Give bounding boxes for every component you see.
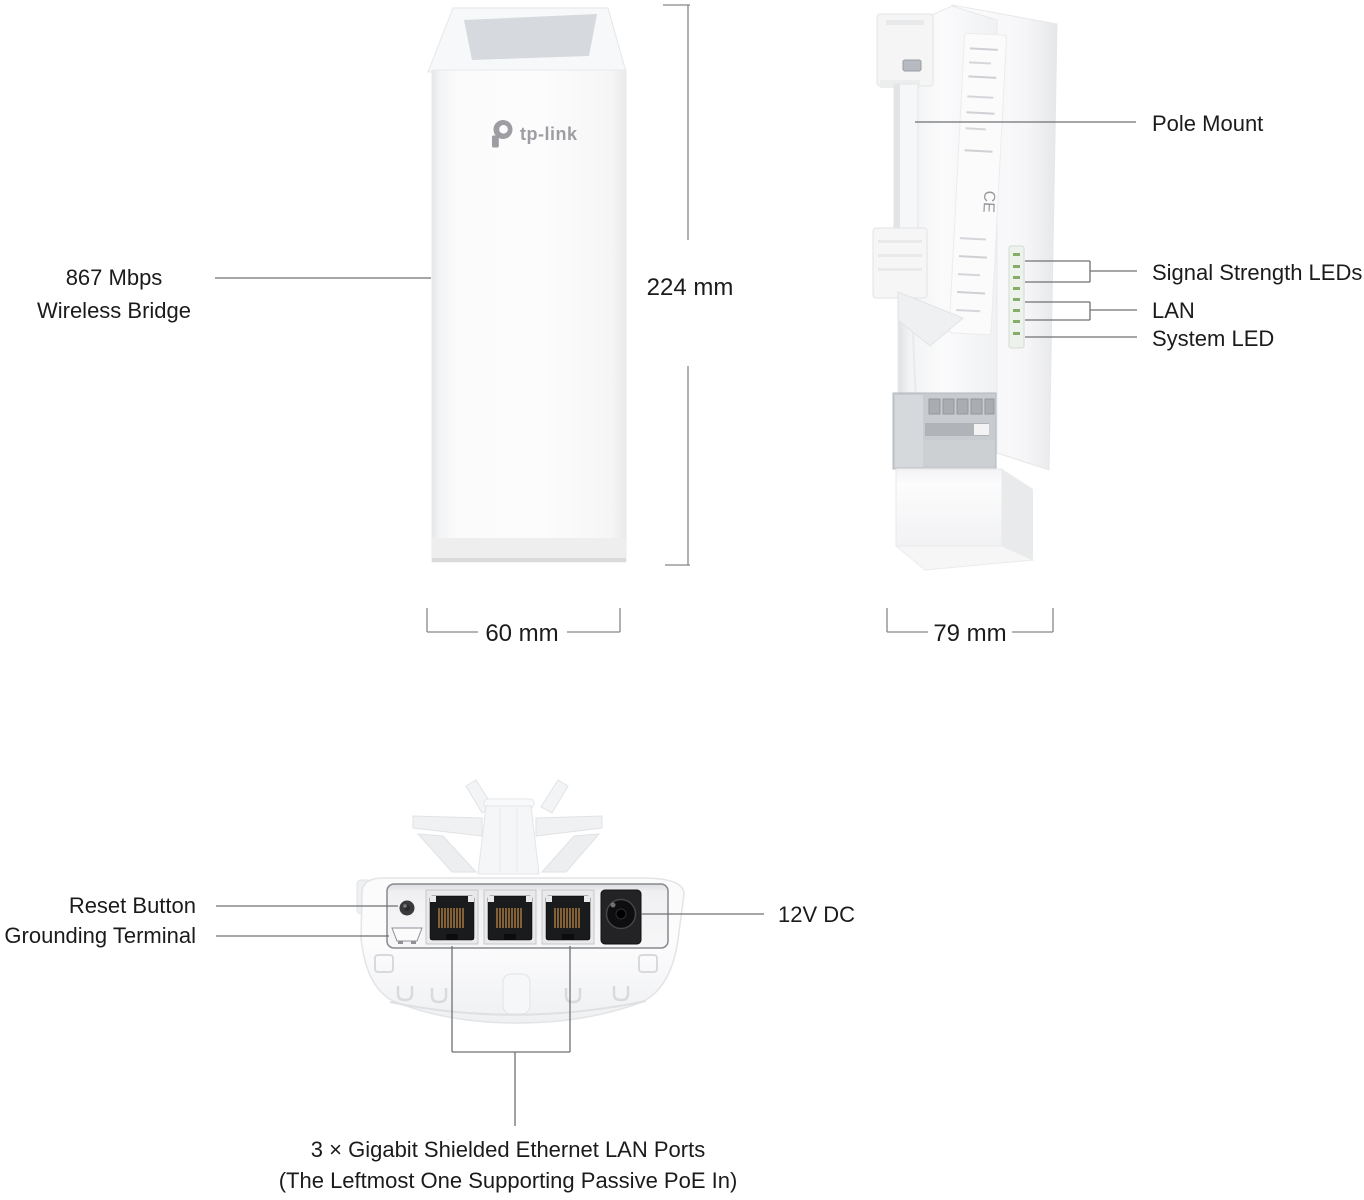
dc-power-jack (601, 890, 641, 944)
lan-ports-caption (248, 1134, 768, 1196)
front-view-device (428, 8, 626, 562)
signal-strength-leds-label: Signal Strength LEDs (1152, 260, 1363, 285)
reset-button (400, 901, 415, 916)
front-feature-label (26, 261, 202, 327)
front-top-cap (428, 8, 626, 72)
lan-label: LAN (1152, 298, 1195, 323)
ce-mark: CE (979, 190, 998, 214)
system-led-label: System LED (1152, 326, 1275, 351)
front-width-dimension-label: 60 mm (485, 620, 559, 647)
front-feature-line2: Wireless Bridge (36, 298, 192, 323)
bottom-view-device (357, 780, 684, 1023)
tp-link-logo-icon (489, 119, 514, 149)
lan-ports-caption-line2: (The Leftmost One Supporting Passive PoE In) (278, 1168, 738, 1193)
side-width-dimension-label: 79 mm (933, 620, 1007, 647)
side-view-device (873, 5, 1057, 570)
grounding-terminal-label: Grounding Terminal (4, 923, 196, 948)
tp-link-logo-text: tp-link (520, 123, 578, 144)
reset-button-label: Reset Button (68, 893, 196, 918)
side-bottom-cap (896, 469, 1033, 570)
ethernet-port-2 (484, 890, 536, 944)
lan-ports-caption-line1: 3 × Gigabit Shielded Ethernet LAN Ports (310, 1137, 706, 1162)
pole-mount-label: Pole Mount (1152, 111, 1264, 136)
tp-link-logo (489, 119, 578, 149)
side-port-compartment (893, 393, 996, 469)
led-strip (1009, 246, 1024, 348)
dc-power-label: 12V DC (778, 902, 856, 927)
ethernet-port-3 (542, 890, 594, 944)
ethernet-port-1 (426, 890, 478, 944)
antenna-mount-structure (413, 780, 602, 874)
height-dimension-label: 224 mm (646, 274, 734, 301)
front-feature-line1: 867 Mbps (65, 265, 163, 290)
